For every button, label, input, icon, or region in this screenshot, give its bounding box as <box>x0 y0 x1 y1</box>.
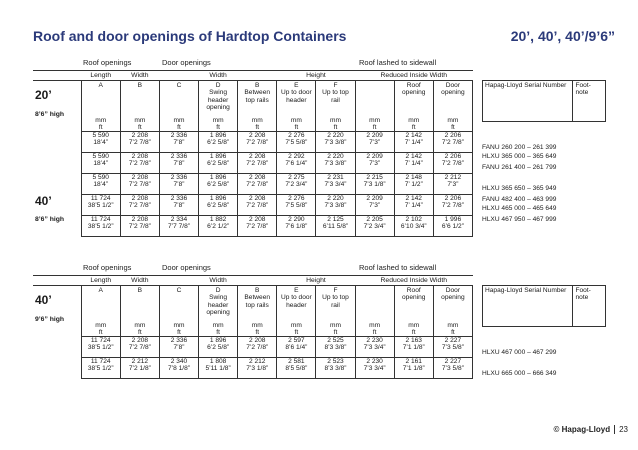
table-cell: 11 724 38’5 1/2” <box>81 195 120 216</box>
table-cell: 2 102 6’10 3/4” <box>394 216 433 237</box>
table-cell: 2 276 7’5 5/8” <box>277 195 316 216</box>
units-cell: mm ft <box>81 316 120 337</box>
col-door-opening-header: Door opening <box>433 81 472 112</box>
group-height: Height <box>277 276 355 286</box>
section-roof-openings: Roof openings <box>83 263 132 272</box>
table-cell: 2 163 7’1 1/8” <box>394 337 433 358</box>
table-cell: 2 208 7’2 7/8” <box>120 153 159 174</box>
col-roof-opening-header: Roof opening <box>394 286 433 317</box>
table-cell: 2 208 7’2 7/8” <box>120 216 159 237</box>
table-cell: 1 896 6’2 5/8” <box>199 153 238 174</box>
col-e-header: E Up to door header <box>277 81 316 112</box>
group-reduced-width: Reduced Inside Width <box>355 71 472 81</box>
group-length: Length <box>81 276 120 286</box>
table-cell: 1 896 6’2 5/8” <box>199 132 238 153</box>
table-cell: 2 336 7’8” <box>159 132 198 153</box>
group-width-door: Width <box>159 276 276 286</box>
section-labels-2 <box>83 263 503 273</box>
table-cell: 2 209 7’3” <box>355 153 394 174</box>
table-cell: 1 882 6’2 1/2” <box>199 216 238 237</box>
table-cell: 2 581 8’5 5/8” <box>277 358 316 379</box>
section-labels-1 <box>83 58 503 68</box>
units-cell: mm ft <box>394 316 433 337</box>
serial-header-2 <box>482 285 606 327</box>
group-width-door: Width <box>159 71 276 81</box>
page-footer <box>554 425 628 434</box>
units-cell: mm ft <box>277 316 316 337</box>
col-letter-b: B <box>120 286 159 317</box>
col-letter-c: C <box>159 81 198 112</box>
table-cell: 2 206 7’2 7/8” <box>433 153 472 174</box>
table-cell: 2 212 7’3 1/8” <box>238 358 277 379</box>
table-cell: 2 230 7’3 3/4” <box>355 358 394 379</box>
col-letter-c: C <box>159 286 198 317</box>
table-cell: 5 590 18’4” <box>81 132 120 153</box>
table-row <box>33 358 473 379</box>
table-cell: 2 209 7’3” <box>355 132 394 153</box>
table-cell: 5 590 18’4” <box>81 174 120 195</box>
brand-label: © Hapag-Lloyd <box>553 425 611 434</box>
units-cell: mm ft <box>316 111 355 132</box>
table-cell: 2 215 7’3 1/8” <box>355 174 394 195</box>
table-row <box>33 216 473 237</box>
table-cell: 2 208 7’2 7/8” <box>238 132 277 153</box>
col-d-header: D Swing header opening <box>199 81 238 112</box>
units-cell: mm ft <box>433 111 472 132</box>
units-cell: mm ft <box>81 111 120 132</box>
table-cell: 2 290 7’6 1/8” <box>277 216 316 237</box>
col-blank-header <box>355 81 394 112</box>
col-f-header: F Up to top rail <box>316 286 355 317</box>
height-40-label: 8’6” high <box>35 215 65 223</box>
group-width: Width <box>120 276 159 286</box>
serial-range: HLXU 467 950 – 467 999 <box>482 216 557 223</box>
table-row <box>33 337 473 358</box>
page-number: 23 <box>614 425 628 434</box>
serial-list-1 <box>482 144 606 225</box>
table-cell: 2 125 6’11 5/8” <box>316 216 355 237</box>
table-cell: 2 230 7’3 3/4” <box>355 337 394 358</box>
height-20-label: 8’6” high <box>35 111 65 118</box>
units-cell: mm ft <box>355 111 394 132</box>
table-cell: 2 220 7’3 3/8” <box>316 153 355 174</box>
col-e-header: E Up to door header <box>277 286 316 317</box>
table-cell: 1 896 6’2 5/8” <box>199 337 238 358</box>
table-cell: 2 206 7’2 7/8” <box>433 195 472 216</box>
table-cell: 2 336 7’8” <box>159 195 198 216</box>
table-cell: 2 142 7’ 1/4” <box>394 195 433 216</box>
units-cell: mm ft <box>355 316 394 337</box>
serial-range: HLXU 465 000 – 465 649 <box>482 205 557 212</box>
table-cell: 2 292 7’6 1/4” <box>277 153 316 174</box>
serial-range: FANU 482 400 – 463 999 <box>482 196 557 203</box>
section-door-openings: Door openings <box>162 58 211 67</box>
group-width: Width <box>120 71 159 81</box>
container-sizes: 20’, 40’, 40’/9’6” <box>510 28 615 44</box>
table-cell: 1 896 6’2 5/8” <box>199 174 238 195</box>
table-cell: 2 212 7’3” <box>433 174 472 195</box>
table-cell: 2 208 7’2 7/8” <box>238 174 277 195</box>
serial-range: HLXU 365 650 – 365 949 <box>482 185 557 192</box>
table-block-2 <box>33 275 473 379</box>
footnote-label: Foot- note <box>573 286 606 327</box>
units-cell: mm ft <box>159 111 198 132</box>
table-cell: 2 220 7’3 3/8” <box>316 132 355 153</box>
col-f-header: F Up to top rail <box>316 81 355 112</box>
serial-range: HLXU 467 000 – 467 299 <box>482 349 557 356</box>
table-cell: 2 525 8’3 3/8” <box>316 337 355 358</box>
footnote-label: Foot- note <box>573 81 606 122</box>
col-door-opening-header: Door opening <box>433 286 472 317</box>
units-cell: mm ft <box>199 111 238 132</box>
col-blank-header <box>355 286 394 317</box>
units-cell: mm ft <box>199 316 238 337</box>
table-row <box>33 132 473 153</box>
units-cell: mm ft <box>433 316 472 337</box>
col-b2-header: B Between top rails <box>238 286 277 317</box>
page-title: Roof and door openings of Hardtop Containers <box>33 28 347 44</box>
table-cell: 2 208 7’2 7/8” <box>120 174 159 195</box>
table-row <box>33 195 473 216</box>
section-roof-lashed: Roof lashed to sidewall <box>359 263 437 272</box>
col-roof-opening-header: Roof opening <box>394 81 433 112</box>
table-cell: 2 336 7’8” <box>159 174 198 195</box>
table-cell: 2 208 7’2 7/8” <box>238 337 277 358</box>
table-cell: 2 208 7’2 7/8” <box>238 195 277 216</box>
units-cell: mm ft <box>238 316 277 337</box>
table-cell: 2 336 7’8” <box>159 337 198 358</box>
units-cell: mm ft <box>316 316 355 337</box>
table-cell: 2 523 8’3 3/8” <box>316 358 355 379</box>
table-row <box>33 153 473 174</box>
size-40-high-label: 40’ <box>35 293 52 308</box>
col-letter-a: A <box>81 286 120 317</box>
table-cell: 1 808 5’11 1/8” <box>199 358 238 379</box>
col-b2-header: B Between top rails <box>238 81 277 112</box>
table-cell: 2 275 7’2 3/4” <box>277 174 316 195</box>
table-cell: 2 336 7’8” <box>159 153 198 174</box>
table-cell: 2 208 7’2 7/8” <box>120 337 159 358</box>
section-roof-lashed: Roof lashed to sidewall <box>359 58 437 67</box>
table-cell: 1 896 6’2 5/8” <box>199 195 238 216</box>
serial-number-label: Hapag-Lloyd Serial Number <box>483 286 573 327</box>
table-cell: 2 161 7’1 1/8” <box>394 358 433 379</box>
table-row <box>33 174 473 195</box>
table-cell: 2 205 7’2 3/4” <box>355 216 394 237</box>
units-cell: mm ft <box>120 316 159 337</box>
serial-range: HLXU 365 000 – 365 649 <box>482 153 557 160</box>
units-cell: mm ft <box>277 111 316 132</box>
section-door-openings: Door openings <box>162 263 211 272</box>
height-96-label: 9’6” high <box>35 316 65 323</box>
units-cell: mm ft <box>120 111 159 132</box>
group-height: Height <box>277 71 355 81</box>
table-cell: 2 142 7’ 1/4” <box>394 153 433 174</box>
table-cell: 2 334 7’7 7/8” <box>159 216 198 237</box>
serial-header-1 <box>482 80 606 122</box>
table-cell: 2 597 8’6 1/4” <box>277 337 316 358</box>
section-roof-openings: Roof openings <box>83 58 132 67</box>
table-cell: 2 227 7’3 5/8” <box>433 358 472 379</box>
table-cell: 2 231 7’3 3/4” <box>316 174 355 195</box>
table-cell: 2 227 7’3 5/8” <box>433 337 472 358</box>
table-block-1 <box>33 70 473 237</box>
table-cell: 2 209 7’3” <box>355 195 394 216</box>
table-cell: 11 724 38’5 1/2” <box>81 358 120 379</box>
serial-range: FANU 260 200 – 261 399 <box>482 144 557 151</box>
table-cell: 2 208 7’2 7/8” <box>120 132 159 153</box>
col-d-header: D Swing header opening <box>199 286 238 317</box>
table-cell: 2 206 7’2 7/8” <box>433 132 472 153</box>
units-cell: mm ft <box>238 111 277 132</box>
table-cell: 11 724 38’5 1/2” <box>81 337 120 358</box>
units-cell: mm ft <box>394 111 433 132</box>
table-cell: 2 212 7’2 1/8” <box>120 358 159 379</box>
serial-list-2 <box>482 349 606 379</box>
table-cell: 2 148 7’ 1/2” <box>394 174 433 195</box>
table-cell: 2 208 7’2 7/8” <box>120 195 159 216</box>
table-cell: 5 590 18’4” <box>81 153 120 174</box>
serial-range: FANU 261 400 – 261 799 <box>482 164 557 171</box>
group-reduced-width: Reduced Inside Width <box>355 276 472 286</box>
table-cell: 2 276 7’5 5/8” <box>277 132 316 153</box>
serial-range: HLXU 665 000 – 666 349 <box>482 370 557 377</box>
col-letter-a: A <box>81 81 120 112</box>
serial-number-label: Hapag-Lloyd Serial Number <box>483 81 573 122</box>
table-cell: 2 208 7’2 7/8” <box>238 216 277 237</box>
table-cell: 2 208 7’2 7/8” <box>238 153 277 174</box>
table-cell: 2 220 7’3 3/8” <box>316 195 355 216</box>
group-length: Length <box>81 71 120 81</box>
table-cell: 2 340 7’8 1/8” <box>159 358 198 379</box>
size-20-label: 20’ <box>35 88 52 103</box>
size-40-label: 40’ <box>35 193 52 208</box>
table-cell: 11 724 38’5 1/2” <box>81 216 120 237</box>
units-cell: mm ft <box>159 316 198 337</box>
col-letter-b: B <box>120 81 159 112</box>
table-cell: 1 996 6’6 1/2” <box>433 216 472 237</box>
table-cell: 2 142 7’ 1/4” <box>394 132 433 153</box>
